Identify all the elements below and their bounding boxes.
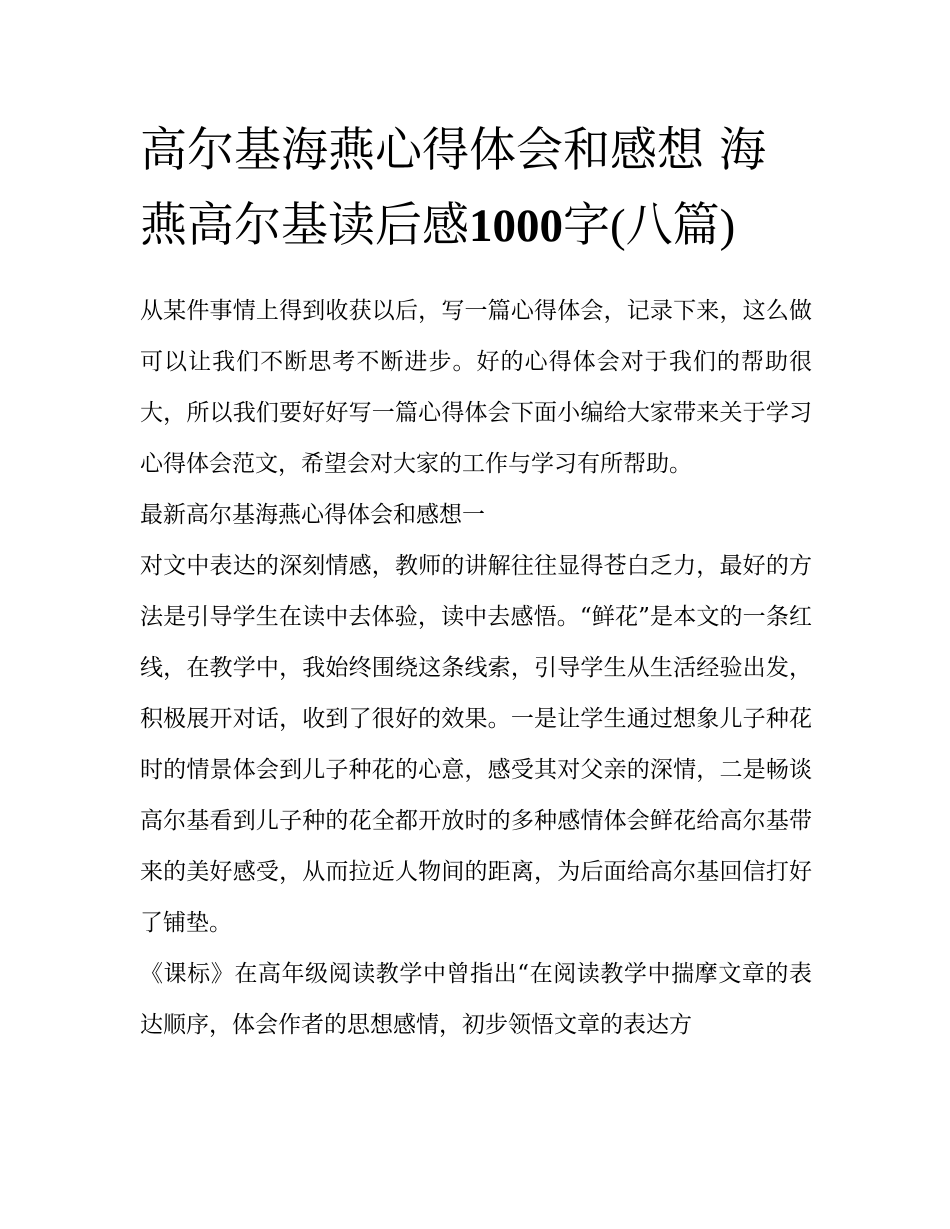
body-paragraph-1: 对文中表达的深刻情感，教师的讲解往往显得苍白乏力，最好的方法是引导学生在读中去体验，读中去感悟。“鲜花”是本文的一条红线，在教学中，我始终围绕这条线索，引导学生从生活经验出发，积极展开对话，收到了很好的效果。一是让学生通过想象儿子种花时的情景体会到儿子种花的心意，感受其对父亲的深情，二是畅谈高尔基看到儿子种的花全都开放时的多种感情体会鲜花给高尔基带来的美好感受，从而拉近人物间的距离，为后面给高尔基回信打好了铺垫。 [140,553,812,936]
title-text: 高尔基海燕心得体会和感想 海燕高尔基读后感 [140,123,766,253]
intro-paragraph: 从某件事情上得到收获以后，写一篇心得体会，记录下来，这么做可以让我们不断思考不断进步。好的心得体会对于我们的帮助很大，所以我们要好好写一篇心得体会下面小编给大家带来关于学习心得体会范文，希望会对大家的工作与学习有所帮助。 [140,298,812,477]
title-number: 1000 [469,200,563,252]
title-text-suffix: 字 [563,198,610,253]
document-page [140,113,812,1051]
section-heading: 最新高尔基海燕心得体会和感想一 [140,502,485,528]
title-parenthetical: (八篇) [610,200,736,252]
body-paragraph-2: 《课标》在高年级阅读教学中曾指出“在阅读教学中揣摩文章的表达顺序，体会作者的思想感情，初步领悟文章的表达方 [140,961,812,1038]
document-title [140,113,812,264]
